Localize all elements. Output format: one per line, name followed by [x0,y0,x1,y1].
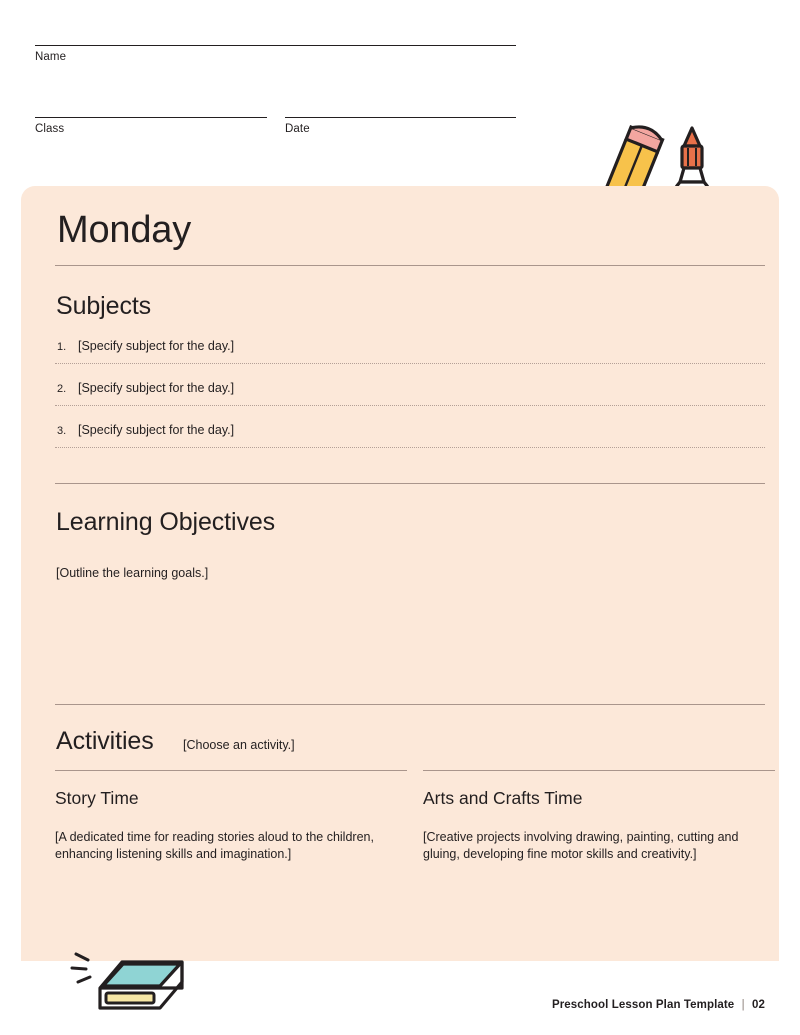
subject-number: 3. [57,425,67,437]
subjects-section-divider [55,483,765,484]
activities-note: [Choose an activity.] [183,738,295,752]
activity-title: Arts and Crafts Time [423,788,583,808]
subject-row[interactable] [55,425,765,467]
subject-placeholder-text: [Specify subject for the day.] [78,423,235,437]
subject-dotted-rule [55,363,765,364]
subjects-heading: Subjects [56,292,152,320]
name-field[interactable] [35,45,516,64]
footer-title: Preschool Lesson Plan Template [551,999,735,1011]
class-field-label: Class [35,123,65,135]
name-field-label: Name [35,51,67,63]
activity-column-story-time [55,770,407,863]
subject-dotted-rule [55,447,765,448]
date-field-label: Date [285,123,310,135]
subject-placeholder-text: [Specify subject for the day.] [78,339,235,353]
subject-placeholder-text: [Specify subject for the day.] [78,381,235,395]
subject-row[interactable] [55,341,765,383]
date-field[interactable] [285,117,516,136]
footer-separator: | [741,999,745,1011]
subject-number: 1. [57,341,67,353]
learning-objectives-placeholder-text[interactable]: [Outline the learning goals.] [56,566,209,580]
footer-page-number: 02 [752,999,765,1011]
title-divider [55,265,765,266]
subject-number: 2. [57,383,67,395]
day-title: Monday [57,209,191,251]
eraser-illustration [70,938,200,1023]
activity-description[interactable]: [Creative projects involving drawing, painting, cutting and gluing, developing fine motor skills and creativity.] [423,830,739,861]
activity-description[interactable]: [A dedicated time for reading stories aloud to the children, enhancing listening skills and imagination.] [55,830,374,861]
activity-title: Story Time [55,788,139,808]
objectives-section-divider [55,704,765,705]
subject-row[interactable] [55,383,765,425]
subject-dotted-rule [55,405,765,406]
activities-heading: Activities [56,727,154,755]
activity-column-arts-and-crafts-time [423,770,775,863]
footer [552,999,765,1011]
monday-lesson-card [21,186,779,961]
learning-objectives-heading: Learning Objectives [56,508,276,536]
class-field[interactable] [35,117,267,136]
